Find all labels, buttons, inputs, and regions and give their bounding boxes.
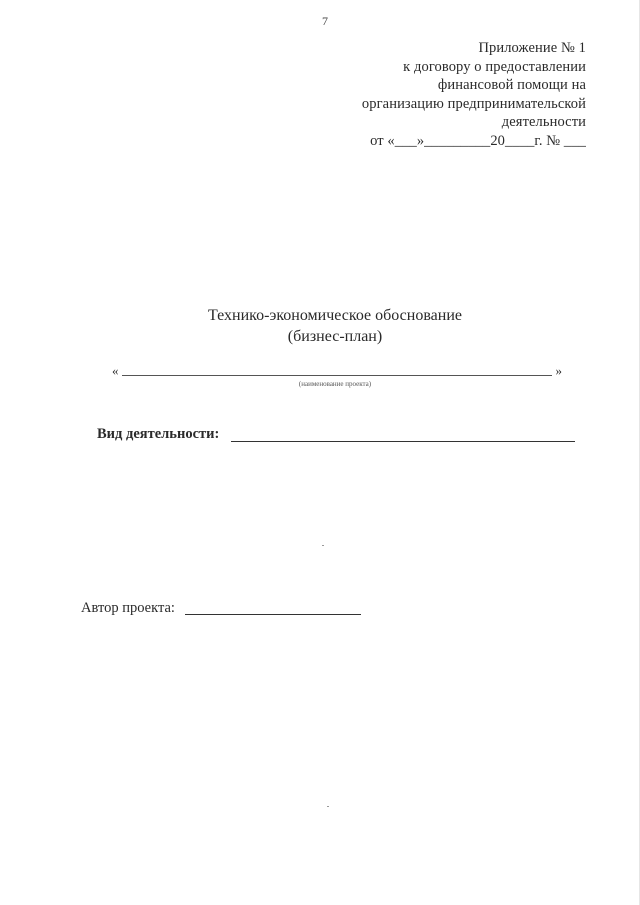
- project-name-field[interactable]: [112, 363, 562, 379]
- close-quote: »: [555, 363, 562, 378]
- appendix-line: к договору о предоставлении: [403, 58, 586, 75]
- project-name-caption: (наименование проекта): [298, 380, 372, 388]
- title-line-2: (бизнес-план): [287, 328, 383, 345]
- appendix-line: организацию предпринимательской: [361, 95, 586, 112]
- activity-blank-line[interactable]: [231, 441, 575, 442]
- appendix-line: финансовой помощи на: [437, 77, 586, 93]
- activity-label: Вид деятельности:: [97, 426, 220, 442]
- author-blank-line[interactable]: [185, 614, 361, 615]
- appendix-line: Приложение № 1: [478, 40, 586, 56]
- appendix-date-line: от «___»_________20____г. № ___: [370, 132, 586, 149]
- scan-speck: [327, 806, 329, 807]
- page-number: 7: [322, 14, 328, 28]
- scan-speck: [322, 545, 324, 546]
- project-name-blank-line: [122, 375, 552, 376]
- open-quote: «: [112, 363, 119, 378]
- document-title: [0, 305, 640, 347]
- appendix-line: деятельности: [501, 114, 586, 130]
- author-field: [81, 600, 361, 620]
- author-label: Автор проекта:: [81, 600, 175, 616]
- appendix-header: [286, 39, 586, 150]
- activity-field: [97, 426, 577, 446]
- title-line-1: Технико-экономическое обоснование: [207, 307, 463, 324]
